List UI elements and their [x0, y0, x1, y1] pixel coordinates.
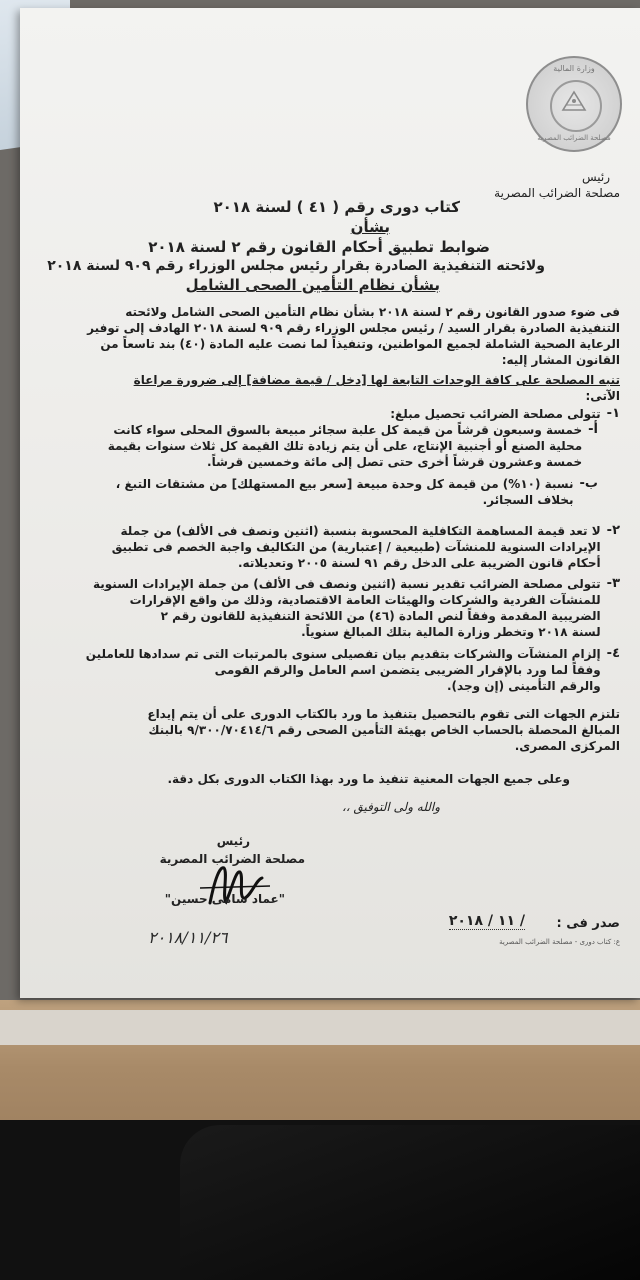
instruction-line: وعلى جميع الجهات المعنية تنفيذ ما ورد بهذا الكتاب الدورى بكل دقة. [167, 772, 570, 786]
item-line: للمنشآت الفردية والشركات والهيئات العامة الاقتصادية، وذلك من واقع الإقرارات [129, 593, 601, 607]
seal-bottom-text: مصلحة الضرائب المصرية [537, 134, 611, 142]
item-line: وفقاً لما ورد بالإقرار الضريبى يتضمن اسم العامل والرقم القومى [214, 663, 601, 677]
sub-item-line: محلية الصنع أو أجنبية الإنتاج، على أن يتم زيادة تلك القيمة كل ثلاث سنوات بقيمة [107, 439, 583, 453]
item-line: لسنة ٢٠١٨ وتخطر وزارة المالية بتلك المبالغ سنوياً. [301, 625, 601, 639]
item-number: ١- [606, 406, 620, 421]
pyramid-emblem-icon [560, 88, 588, 116]
sub-item-line: بخلاف السجائر. [482, 493, 574, 507]
item-line: إلزام المنشآت والشركات بتقديم بيان تفصيلى سنوى بالمرتبات التى تم سدادها للعاملين [85, 647, 601, 661]
notice-paragraph [60, 372, 620, 404]
dark-cloth [180, 1125, 640, 1280]
list-item-2 [45, 523, 620, 571]
signatory-name: "عماد سامى حسين" [164, 892, 285, 906]
issued-label: صدر فى : [556, 916, 620, 931]
sub-item-line: خمسة وسبعون قرشاً من قيمة كل علبة سجائر مبيعة بالسوق المحلى سواء كانت [113, 423, 583, 437]
item-line: والرقم التأمينى (إن وجد). [447, 679, 601, 693]
item-line: الإيرادات السنوية للمنشآت (طبيعية / إعتبارية) من التكاليف واجبة الخصم فى تطبيق [111, 540, 601, 554]
item-number: ٤- [606, 646, 620, 661]
salutation: والله ولى التوفيق ،، [341, 800, 440, 814]
item-line: أحكام قانون الضريبة على الدخل رقم ٩١ لسنة ٢٠٠٥ وتعديلاته. [237, 556, 601, 570]
item-line: تتولى مصلحة الضرائب تحصيل مبلغ: [390, 407, 601, 421]
list-item-3 [45, 576, 620, 640]
letter-number-title: كتاب دورى رقم ( ٤١ ) لسنة ٢٠١٨ [213, 198, 460, 216]
sub-item-line: خمسة وعشرون قرشاً أخرى حتى تصل إلى مائة وخمسين قرشاً. [207, 455, 583, 469]
handwritten-date: ٢٠١٨/١١/٢٦ [148, 928, 228, 947]
item-line: لا تعد قيمة المساهمة التكافلية المحسوبة بنسبة (اثنين ونصف فى الألف) من جملة [120, 524, 601, 538]
intro-paragraph [60, 304, 620, 368]
list-item-1 [45, 406, 620, 508]
intro-line: القانون المشار إليه: [501, 353, 620, 367]
header-role: رئيس [581, 170, 610, 184]
sub-item-line: نسبة (١٠%) من قيمة كل وحدة مبيعة [سعر بيع المستهلك] من مشتقات التبغ ، [115, 477, 574, 491]
closing-line: المركزى المصرى. [514, 739, 620, 753]
closing-line: تلتزم الجهات التى تقوم بالتحصيل بتنفيذ ما ورد بالكتاب الدورى على أن يتم إيداع [147, 707, 620, 721]
title-subject-line: ضوابط تطبيق أحكام القانون رقم ٢ لسنة ٢٠١٨ [148, 238, 490, 256]
header-authority: مصلحة الضرائب المصرية [494, 186, 620, 200]
item-number: ٢- [606, 523, 620, 538]
item-line: الضريبية المقدمة وفقاً لنص المادة (٤٦) من اللائحة التنفيذية للقانون رقم ٢ [160, 609, 601, 623]
notice-line: تنبه المصلحة على كافة الوحدات التابعة لها [دخل / قيمة مضافة] إلى ضرورة مراعاة [133, 373, 620, 387]
seal-top-text: وزارة المالية [553, 64, 595, 73]
intro-line: فى ضوء صدور القانون رقم ٢ لسنة ٢٠١٨ بشأن نظام التأمين الصحى الشامل ولائحته [125, 305, 620, 319]
intro-line: الرعاية الصحية الشاملة لجميع المواطنين، وتنفيذاً لما نصت عليه المادة (٤٠) بند تاسعاً من [100, 337, 620, 351]
closing-paragraph [45, 706, 620, 754]
sub-item-number: أ- [588, 422, 598, 437]
title-regulation-line: ولائحته التنفيذية الصادرة بقرار رئيس مجلس الوزراء رقم ٩٠٩ لسنة ٢٠١٨ [47, 258, 545, 274]
signature-role: رئيس [216, 834, 250, 848]
closing-line: المبالغ المحصلة بالحساب الخاص بهيئة التأمين الصحى رقم ٩/٣٠٠/٧٠٤١٤/٦ بالبنك [148, 723, 620, 737]
sub-item-number: ب- [579, 476, 598, 491]
notice-line: الآتى: [585, 389, 620, 403]
circular-letter-page [20, 8, 640, 998]
intro-line: التنفيذية الصادرة بقرار السيد / رئيس مجلس الوزراء رقم ٩٠٩ لسنة ٢٠١٨ الهادف إلى توفير [87, 321, 620, 335]
issued-date: / ١١ / ٢٠١٨ [448, 913, 525, 929]
title-regarding: بشأن [350, 218, 390, 236]
ministry-seal [526, 56, 622, 152]
underlying-sheet [0, 1010, 640, 1045]
item-line: تتولى مصلحة الضرائب تقدير نسبة (اثنين ونصف فى الألف) من جملة الإيرادات السنوية [93, 577, 601, 591]
list-item-4 [45, 646, 620, 694]
footnote-reference: ع: كتاب دورى - مصلحة الضرائب المصرية [499, 938, 620, 946]
signature-authority: مصلحة الضرائب المصرية [159, 852, 305, 866]
title-insurance-line: بشأن نظام التأمين الصحى الشامل [185, 276, 440, 294]
item-number: ٣- [606, 576, 620, 591]
